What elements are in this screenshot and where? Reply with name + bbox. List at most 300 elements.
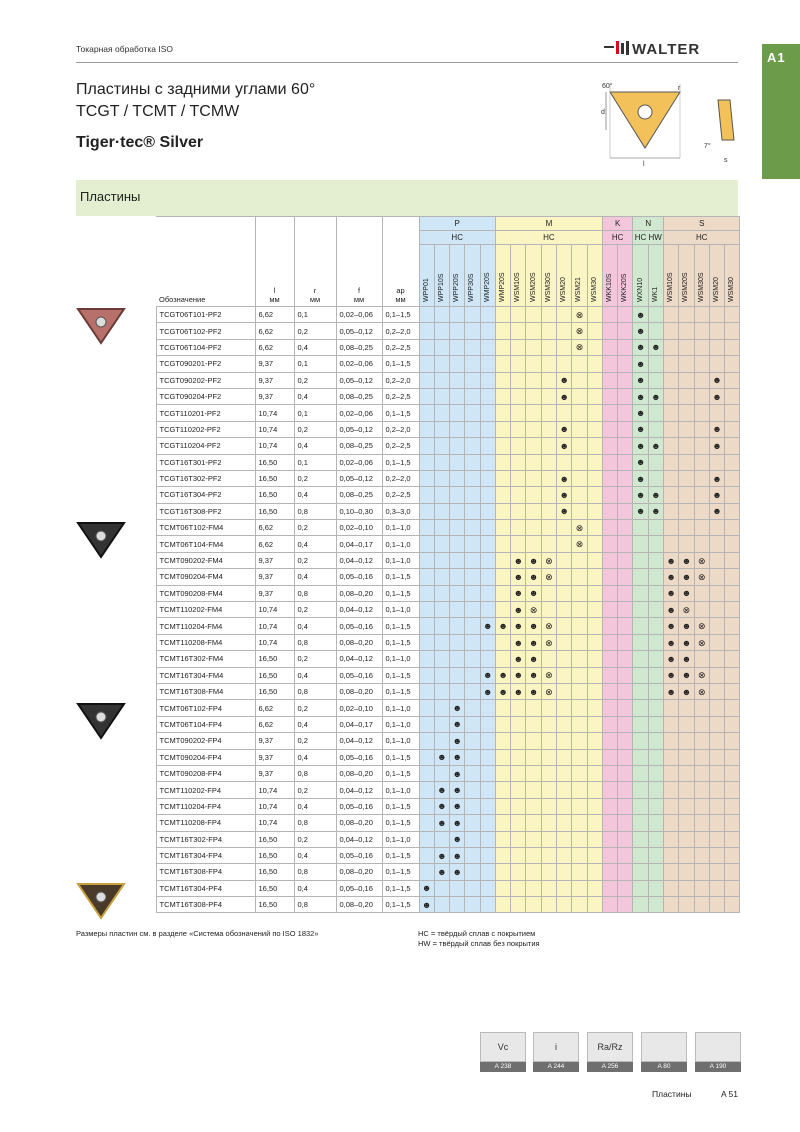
grade-cell [602,847,617,863]
grade-cell [679,815,694,831]
left-gutter-cell [76,487,156,503]
grade-cell [557,307,572,323]
ap-cell: 0,1–1,0 [382,716,419,732]
designation-cell: TCGT090204-PF2 [156,388,255,404]
grade-cell [694,700,709,716]
designation-cell: TCGT16T301-PF2 [156,454,255,470]
grade-cell [495,897,510,913]
r-cell: 0,2 [294,552,336,568]
grade-column [709,245,724,307]
grade-cell [480,602,495,618]
grade-cell [694,847,709,863]
grade-cell [633,733,648,749]
grade-cell [587,454,602,470]
grade-cell [602,618,617,634]
ap-cell: 0,1–1,0 [382,831,419,847]
r-cell: 0,4 [294,847,336,863]
grade-cell [434,487,449,503]
l-cell: 16,50 [255,864,294,880]
grade-cell [465,323,480,339]
reference-5[interactable] [695,1032,741,1072]
grade-cell [434,733,449,749]
grade-cell [725,618,740,634]
grade-cell [557,815,572,831]
grade-mark: ☻ [511,552,526,568]
grade-cell [450,667,465,683]
grade-cell [465,749,480,765]
grade-mark: ⊗ [541,618,556,634]
group-K: K [602,217,633,231]
grade-cell [495,438,510,454]
grade-cell [419,503,434,519]
insert-image [76,519,126,559]
r-cell: 0,1 [294,405,336,421]
grade-cell [541,323,556,339]
ap-cell: 0,1–1,5 [382,864,419,880]
grade-cell [618,454,633,470]
grade-cell [495,651,510,667]
grade-cell [602,765,617,781]
grade-cell [557,880,572,896]
table-row [76,520,740,536]
reference-2[interactable] [533,1032,579,1072]
left-gutter-cell [76,602,156,618]
grade-mark: ☻ [480,618,495,634]
reference-4[interactable] [641,1032,687,1072]
grade-cell [572,552,587,568]
grade-cell [465,864,480,880]
grade-cell [664,815,679,831]
grade-cell [465,798,480,814]
grade-mark: ☻ [557,388,572,404]
grade-cell [587,716,602,732]
grade-cell [602,831,617,847]
grade-mark: ☻ [633,503,648,519]
grade-cell [419,831,434,847]
grade-cell [694,307,709,323]
grade-cell [709,618,724,634]
grade-cell [618,700,633,716]
grade-cell [694,765,709,781]
grade-cell [633,897,648,913]
grade-cell [480,356,495,372]
grade-cell [526,405,541,421]
grade-cell [725,700,740,716]
grade-cell [587,339,602,355]
grade-cell [434,651,449,667]
grade-cell [480,864,495,880]
grade-cell [572,798,587,814]
grade-cell [664,323,679,339]
grade-cell [679,749,694,765]
grade-cell [480,897,495,913]
grade-cell [725,585,740,601]
grade-cell [526,307,541,323]
ap-cell: 0,1–1,0 [382,700,419,716]
table-row [76,503,740,519]
grade-mark: ☻ [434,798,449,814]
grade-mark: ☻ [557,421,572,437]
grade-mark: ☻ [495,618,510,634]
grade-cell [679,503,694,519]
grade-cell [572,356,587,372]
left-gutter-cell [76,667,156,683]
grade-cell [648,847,663,863]
grade-mark: ☻ [511,683,526,699]
grade-cell [541,585,556,601]
grade-column [725,245,740,307]
grade-cell [618,683,633,699]
table-row [76,651,740,667]
grade-cell [602,880,617,896]
grade-mark: ⊗ [694,634,709,650]
grade-cell [465,307,480,323]
grade-cell [465,667,480,683]
grade-mark: ☻ [526,552,541,568]
reference-label: A 244 [533,1062,579,1072]
grade-cell [648,667,663,683]
grade-cell [725,536,740,552]
reference-3[interactable] [587,1032,633,1072]
header-f [336,217,382,307]
grade-cell [511,339,526,355]
grade-mark: ☻ [526,569,541,585]
left-gutter-cell [76,847,156,863]
grade-cell [541,651,556,667]
designation-cell: TCMT110204-FM4 [156,618,255,634]
grade-cell [709,815,724,831]
grade-cell [618,585,633,601]
grade-mark: ☻ [648,487,663,503]
grade-cell [541,847,556,863]
grade-cell [465,470,480,486]
grade-cell [587,733,602,749]
designation-cell: TCMT090202-FM4 [156,552,255,568]
grade-cell [648,651,663,667]
grade-cell [526,733,541,749]
table-row [76,569,740,585]
grade-cell [618,602,633,618]
grade-cell [587,634,602,650]
grade-cell [526,815,541,831]
l-cell: 6,62 [255,700,294,716]
grade-cell [511,897,526,913]
grade-mark: ☻ [679,683,694,699]
grade-cell [602,372,617,388]
r-cell: 0,2 [294,372,336,388]
grade-cell [465,602,480,618]
grade-cell [725,470,740,486]
grade-cell [679,356,694,372]
r-cell: 0,4 [294,749,336,765]
ap-cell: 0,2–2,5 [382,339,419,355]
grade-mark: ☻ [450,831,465,847]
grade-cell [664,897,679,913]
designation-cell: TCMT110208-FM4 [156,634,255,650]
grade-cell [495,569,510,585]
grade-mark: ☻ [419,897,434,913]
grade-cell [618,618,633,634]
l-cell: 16,50 [255,880,294,896]
grade-cell [465,388,480,404]
grade-mark: ☻ [633,388,648,404]
grade-cell [480,470,495,486]
grade-cell [725,634,740,650]
grade-cell [694,733,709,749]
designation-cell: TCMT090204-FP4 [156,749,255,765]
footnote: Размеры пластин см. в разделе «Система обозначений по ISO 1832» [76,929,319,938]
grade-cell [450,536,465,552]
grade-cell [587,782,602,798]
grade-cell [679,438,694,454]
r-cell: 0,4 [294,798,336,814]
grade-cell [480,716,495,732]
grade-cell [541,438,556,454]
grade-cell [618,356,633,372]
grade-cell [648,372,663,388]
grade-cell [526,700,541,716]
left-gutter-cell [76,585,156,601]
grade-cell [495,831,510,847]
grade-cell [709,831,724,847]
grade-cell [633,667,648,683]
header-f-symbol: f [357,286,361,295]
grade-label: WPP10S [437,273,445,302]
grade-cell [602,864,617,880]
grade-cell [602,683,617,699]
grade-cell [526,864,541,880]
grade-cell [526,897,541,913]
grade-column [526,245,541,307]
grade-mark: ☻ [511,634,526,650]
grade-cell [664,405,679,421]
l-cell: 16,50 [255,487,294,503]
grade-mark: ☻ [450,782,465,798]
grade-cell [480,651,495,667]
grade-label: WSM30S [697,272,705,302]
group-M-sub: HC [495,231,602,245]
f-cell: 0,04–0,12 [336,733,382,749]
grade-cell [602,552,617,568]
grade-label: WPP30S [468,273,476,302]
grade-cell [602,700,617,716]
grade-cell [465,438,480,454]
f-cell: 0,08–0,25 [336,487,382,503]
grade-cell [709,307,724,323]
grade-cell [587,585,602,601]
grade-mark: ☻ [679,651,694,667]
grade-cell [694,356,709,372]
grade-cell [511,356,526,372]
grade-mark: ☻ [557,372,572,388]
grade-cell [587,815,602,831]
grade-cell [725,307,740,323]
grade-cell [709,585,724,601]
grade-cell [480,372,495,388]
grade-cell [419,847,434,863]
grade-cell [694,438,709,454]
l-cell: 10,74 [255,602,294,618]
ap-cell: 0,2–2,0 [382,323,419,339]
table-row [76,880,740,896]
grade-cell [541,405,556,421]
grade-cell [602,438,617,454]
ap-cell: 0,2–2,5 [382,438,419,454]
grade-cell [419,618,434,634]
grade-cell [450,634,465,650]
left-gutter-cell [76,798,156,814]
grade-cell [587,421,602,437]
grade-cell [434,552,449,568]
designation-cell: TCMT16T304-PF4 [156,880,255,896]
grade-column [587,245,602,307]
grade-cell [511,782,526,798]
grade-cell [434,700,449,716]
grade-cell [526,716,541,732]
grade-cell [434,667,449,683]
grade-cell [633,700,648,716]
group-P-sub: HC [419,231,495,245]
grade-cell [709,602,724,618]
grade-cell [602,569,617,585]
diagram-s: s [724,157,728,164]
grade-mark: ☻ [648,388,663,404]
grade-mark: ☻ [434,847,449,863]
grade-cell [587,405,602,421]
reference-1[interactable] [480,1032,526,1072]
grade-cell [557,700,572,716]
grade-mark: ☻ [648,438,663,454]
grade-mark: ☻ [709,438,724,454]
grade-cell [465,897,480,913]
grade-cell [618,651,633,667]
grade-cell [450,307,465,323]
grade-cell [480,569,495,585]
legend [418,929,540,949]
grade-cell [419,454,434,470]
grade-cell [541,520,556,536]
grade-cell [725,815,740,831]
grade-label: WSM20S [529,272,537,302]
ap-cell: 0,1–1,5 [382,356,419,372]
grade-cell [602,634,617,650]
grade-cell [526,536,541,552]
grade-mark: ☻ [480,683,495,699]
grade-cell [465,454,480,470]
grade-cell [419,798,434,814]
r-cell: 0,1 [294,356,336,372]
grade-cell [694,405,709,421]
grade-cell [587,602,602,618]
grade-label: WSM30S [544,272,552,302]
grade-cell [725,716,740,732]
grade-cell [587,487,602,503]
f-cell: 0,04–0,12 [336,602,382,618]
r-cell: 0,2 [294,733,336,749]
grade-cell [465,733,480,749]
designation-cell: TCMT090202-FP4 [156,733,255,749]
grade-mark: ☻ [664,552,679,568]
left-gutter [76,217,156,307]
grade-cell [633,520,648,536]
grade-cell [572,487,587,503]
r-cell: 0,4 [294,487,336,503]
page-subtitle: TCGT / TCMT / TCMW [76,103,240,120]
grade-cell [648,602,663,618]
page-title: Пластины с задними углами 60° [76,81,316,98]
grade-cell [648,749,663,765]
ap-cell: 0,1–1,5 [382,798,419,814]
table-row [76,618,740,634]
left-gutter-cell [76,634,156,650]
grade-cell [664,421,679,437]
grade-cell [587,356,602,372]
grade-cell [495,864,510,880]
grade-cell [664,782,679,798]
grade-cell [557,585,572,601]
grade-cell [725,765,740,781]
grade-cell [495,749,510,765]
grade-mark: ☻ [709,372,724,388]
grade-cell [541,798,556,814]
group-S-sub: HC [664,231,740,245]
grade-label: WK1 [651,286,659,302]
grade-cell [679,765,694,781]
grade-cell [709,569,724,585]
ap-cell: 0,1–1,0 [382,733,419,749]
l-cell: 16,50 [255,454,294,470]
grade-mark: ☻ [434,782,449,798]
grade-cell [450,569,465,585]
r-cell: 0,4 [294,716,336,732]
designation-cell: TCGT110204-PF2 [156,438,255,454]
grade-cell [679,339,694,355]
grade-cell [419,339,434,355]
grade-cell [648,569,663,585]
grade-cell [480,634,495,650]
diagram-d: d [601,109,605,116]
grade-cell [618,388,633,404]
grade-cell [526,372,541,388]
grade-cell [648,618,663,634]
grade-cell [679,405,694,421]
grade-cell [694,651,709,667]
r-cell: 0,8 [294,503,336,519]
f-cell: 0,05–0,16 [336,798,382,814]
ap-cell: 0,1–1,5 [382,683,419,699]
grade-cell [465,503,480,519]
grade-cell [419,765,434,781]
header-designation: Обозначение [156,217,255,307]
table-row [76,356,740,372]
grade-cell [587,847,602,863]
grade-cell [709,634,724,650]
table-row [76,454,740,470]
f-cell: 0,08–0,20 [336,634,382,650]
grade-cell [725,552,740,568]
designation-cell: TCGT16T308-PF2 [156,503,255,519]
grade-mark: ☻ [495,683,510,699]
ap-cell: 0,1–1,5 [382,618,419,634]
grade-cell [572,765,587,781]
grade-cell [419,356,434,372]
grade-cell [495,815,510,831]
grade-column [450,245,465,307]
grade-cell [541,503,556,519]
grade-cell [572,585,587,601]
grade-cell [450,356,465,372]
designation-cell: TCMT090208-FM4 [156,585,255,601]
